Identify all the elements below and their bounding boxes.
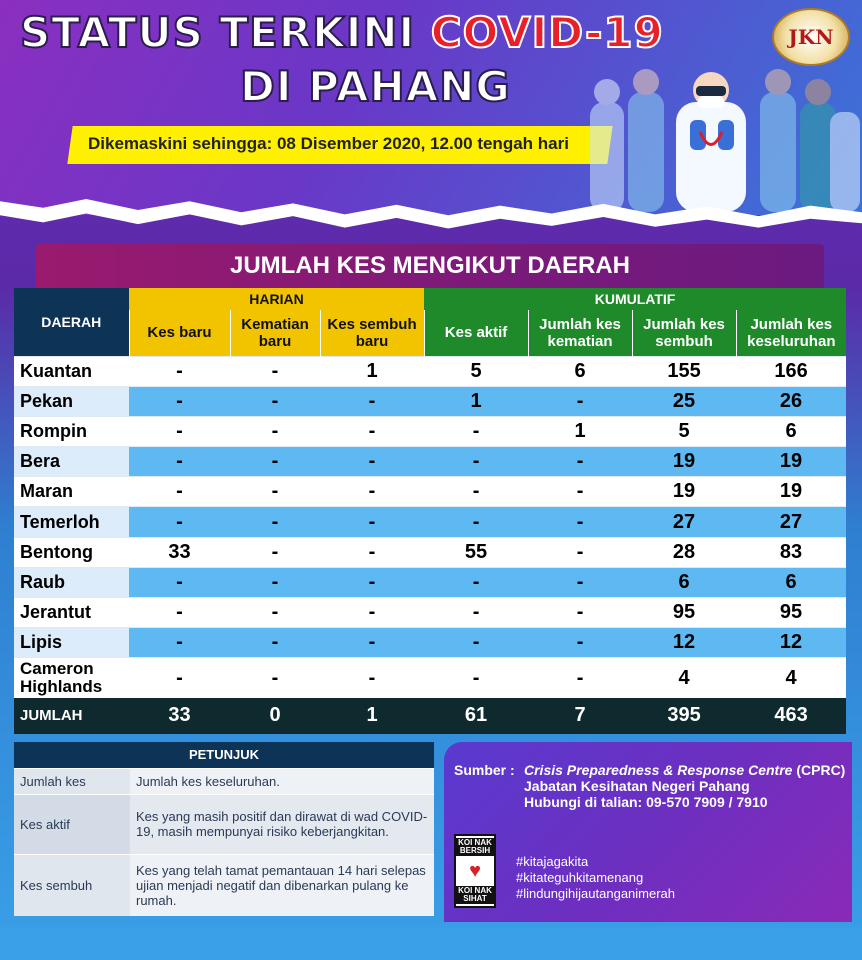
total-value: 0: [230, 698, 320, 734]
table-row: [14, 537, 846, 567]
cell-value: 1: [320, 356, 424, 386]
cell-value: -: [424, 598, 528, 628]
cell-value: 95: [632, 598, 736, 628]
total-value: 61: [424, 698, 528, 734]
cell-value: -: [129, 628, 230, 658]
cell-value: 55: [424, 537, 528, 567]
total-label: JUMLAH: [14, 698, 129, 734]
title-status-text: STATUS TERKINI: [20, 8, 431, 57]
table-row: [14, 598, 846, 628]
page-title-line1: [20, 8, 664, 57]
district-name: Pekan: [14, 386, 129, 416]
cell-value: -: [230, 628, 320, 658]
legend-key: Kes aktif: [14, 794, 130, 854]
cell-value: -: [528, 658, 632, 698]
cell-value: 6: [736, 416, 846, 446]
header-daerah: DAERAH: [14, 288, 129, 356]
hashtag: #lindungihijautanganimerah: [516, 886, 676, 901]
district-name: Rompin: [14, 416, 129, 446]
cell-value: 19: [736, 477, 846, 507]
table-row: [14, 628, 846, 658]
table-row: [14, 416, 846, 446]
cell-value: 33: [129, 537, 230, 567]
legend-value: Kes yang telah tamat pemantauan 14 hari selepas ujian menjadi negatif dan dibenarkan pulang ke rumah.: [130, 854, 434, 916]
cell-value: 19: [632, 477, 736, 507]
cell-value: 1: [424, 386, 528, 416]
cell-value: 5: [632, 416, 736, 446]
table-row: [14, 386, 846, 416]
cell-value: -: [528, 447, 632, 477]
cell-value: -: [528, 477, 632, 507]
hashtag: #kitateguhkitamenang: [516, 870, 644, 885]
legend-value: Kes yang masih positif dan dirawat di wad COVID-19, masih mempunyai risiko keberjangkitan.: [130, 794, 434, 854]
total-row: [14, 698, 846, 734]
cell-value: -: [320, 416, 424, 446]
cell-value: -: [320, 507, 424, 537]
total-value: 463: [736, 698, 846, 734]
total-value: 33: [129, 698, 230, 734]
logo-text: JKN: [788, 25, 834, 49]
cell-value: -: [424, 416, 528, 446]
jkn-logo: [772, 8, 850, 66]
cell-value: 155: [632, 356, 736, 386]
cell-value: -: [129, 598, 230, 628]
district-name: Bentong: [14, 537, 129, 567]
source-centre-abbr: (CPRC): [792, 762, 846, 778]
cell-value: -: [230, 477, 320, 507]
district-name: Cameron Highlands: [14, 658, 129, 698]
district-name: Jerantut: [14, 598, 129, 628]
source-department: Jabatan Kesihatan Negeri Pahang: [524, 778, 750, 794]
cell-value: 166: [736, 356, 846, 386]
cell-value: -: [129, 416, 230, 446]
cell-value: -: [129, 567, 230, 597]
cell-value: -: [320, 628, 424, 658]
badge-bottom-text: KOI NAK SIHAT: [456, 886, 494, 904]
cell-value: 4: [632, 658, 736, 698]
cell-value: -: [424, 658, 528, 698]
cell-value: 6: [736, 567, 846, 597]
header-kumulatif: KUMULATIF: [424, 288, 846, 310]
legend-value: Jumlah kes keseluruhan.: [130, 768, 434, 794]
cell-value: 27: [632, 507, 736, 537]
cell-value: -: [230, 658, 320, 698]
header-jumlah-keseluruhan: Jumlah kes keseluruhan: [736, 310, 846, 356]
header-kes-sembuh-baru: Kes sembuh baru: [320, 310, 424, 356]
district-name: Maran: [14, 477, 129, 507]
header-kematian-baru: Kematian baru: [230, 310, 320, 356]
header-harian: HARIAN: [129, 288, 424, 310]
cell-value: 95: [736, 598, 846, 628]
district-name: Kuantan: [14, 356, 129, 386]
source-panel: [444, 742, 852, 922]
medical-staff-illustration: [580, 62, 860, 212]
table-row: [14, 567, 846, 597]
cell-value: 27: [736, 507, 846, 537]
legend-key: Jumlah kes: [14, 768, 130, 794]
cell-value: -: [320, 658, 424, 698]
cell-value: -: [129, 356, 230, 386]
total-value: 7: [528, 698, 632, 734]
cell-value: -: [230, 447, 320, 477]
header-jumlah-sembuh: Jumlah kes sembuh: [632, 310, 736, 356]
cell-value: -: [528, 598, 632, 628]
cell-value: -: [320, 477, 424, 507]
source-centre: [524, 762, 845, 778]
cell-value: -: [320, 537, 424, 567]
cell-value: -: [528, 628, 632, 658]
badge-top-text: KOI NAK BERSIH: [456, 838, 494, 856]
legend-key: Kes sembuh: [14, 854, 130, 916]
cell-value: 6: [528, 356, 632, 386]
update-timestamp: Dikemaskini sehingga: 08 Disember 2020, 12.00 tengah hari: [88, 134, 569, 153]
cell-value: -: [320, 447, 424, 477]
source-label: Sumber :: [454, 762, 515, 778]
cell-value: -: [424, 447, 528, 477]
district-name: Raub: [14, 567, 129, 597]
cell-value: 4: [736, 658, 846, 698]
cell-value: -: [320, 598, 424, 628]
cell-value: 12: [736, 628, 846, 658]
cell-value: -: [230, 567, 320, 597]
cell-value: -: [129, 507, 230, 537]
hashtag: #kitajagakita: [516, 854, 589, 869]
cell-value: 83: [736, 537, 846, 567]
cell-value: -: [528, 537, 632, 567]
district-name: Lipis: [14, 628, 129, 658]
header-kes-baru: Kes baru: [129, 310, 230, 356]
source-phone: Hubungi di talian: 09-570 7909 / 7910: [524, 794, 768, 810]
table-row: [14, 356, 846, 386]
cell-value: -: [424, 567, 528, 597]
cell-value: -: [129, 477, 230, 507]
table-row: [14, 477, 846, 507]
district-cases-table: [14, 288, 846, 734]
cell-value: 26: [736, 386, 846, 416]
table-row: [14, 658, 846, 698]
cell-value: -: [230, 598, 320, 628]
cell-value: 6: [632, 567, 736, 597]
legend-title: PETUNJUK: [14, 742, 434, 768]
cell-value: -: [230, 537, 320, 567]
cell-value: -: [230, 416, 320, 446]
district-name: Bera: [14, 447, 129, 477]
header-kes-aktif: Kes aktif: [424, 310, 528, 356]
table-row: [14, 447, 846, 477]
cell-value: -: [424, 507, 528, 537]
cell-value: 19: [632, 447, 736, 477]
cell-value: -: [528, 507, 632, 537]
cell-value: -: [528, 567, 632, 597]
bottom-strip: [0, 928, 862, 960]
source-centre-name: Crisis Preparedness & Response Centre: [524, 762, 793, 778]
district-name: Temerloh: [14, 507, 129, 537]
cell-value: -: [129, 658, 230, 698]
cell-value: -: [230, 356, 320, 386]
cell-value: 5: [424, 356, 528, 386]
total-value: 395: [632, 698, 736, 734]
cell-value: -: [424, 628, 528, 658]
cell-value: -: [528, 386, 632, 416]
cell-value: -: [129, 386, 230, 416]
header-jumlah-kematian: Jumlah kes kematian: [528, 310, 632, 356]
cell-value: -: [230, 507, 320, 537]
title-covid-text: COVID-19: [430, 8, 664, 57]
cell-value: -: [230, 386, 320, 416]
cell-value: 19: [736, 447, 846, 477]
cell-value: -: [320, 567, 424, 597]
table-row: [14, 507, 846, 537]
cell-value: 28: [632, 537, 736, 567]
table-title: JUMLAH KES MENGIKUT DAERAH: [36, 244, 824, 288]
legend-table: [14, 742, 434, 916]
total-value: 1: [320, 698, 424, 734]
cell-value: -: [320, 386, 424, 416]
cell-value: 1: [528, 416, 632, 446]
cell-value: 25: [632, 386, 736, 416]
koi-nak-badge: [454, 834, 496, 908]
page-title-line2: DI PAHANG: [240, 62, 511, 111]
cell-value: -: [129, 447, 230, 477]
cell-value: 12: [632, 628, 736, 658]
cell-value: -: [424, 477, 528, 507]
heart-icon: ♥: [469, 860, 481, 882]
